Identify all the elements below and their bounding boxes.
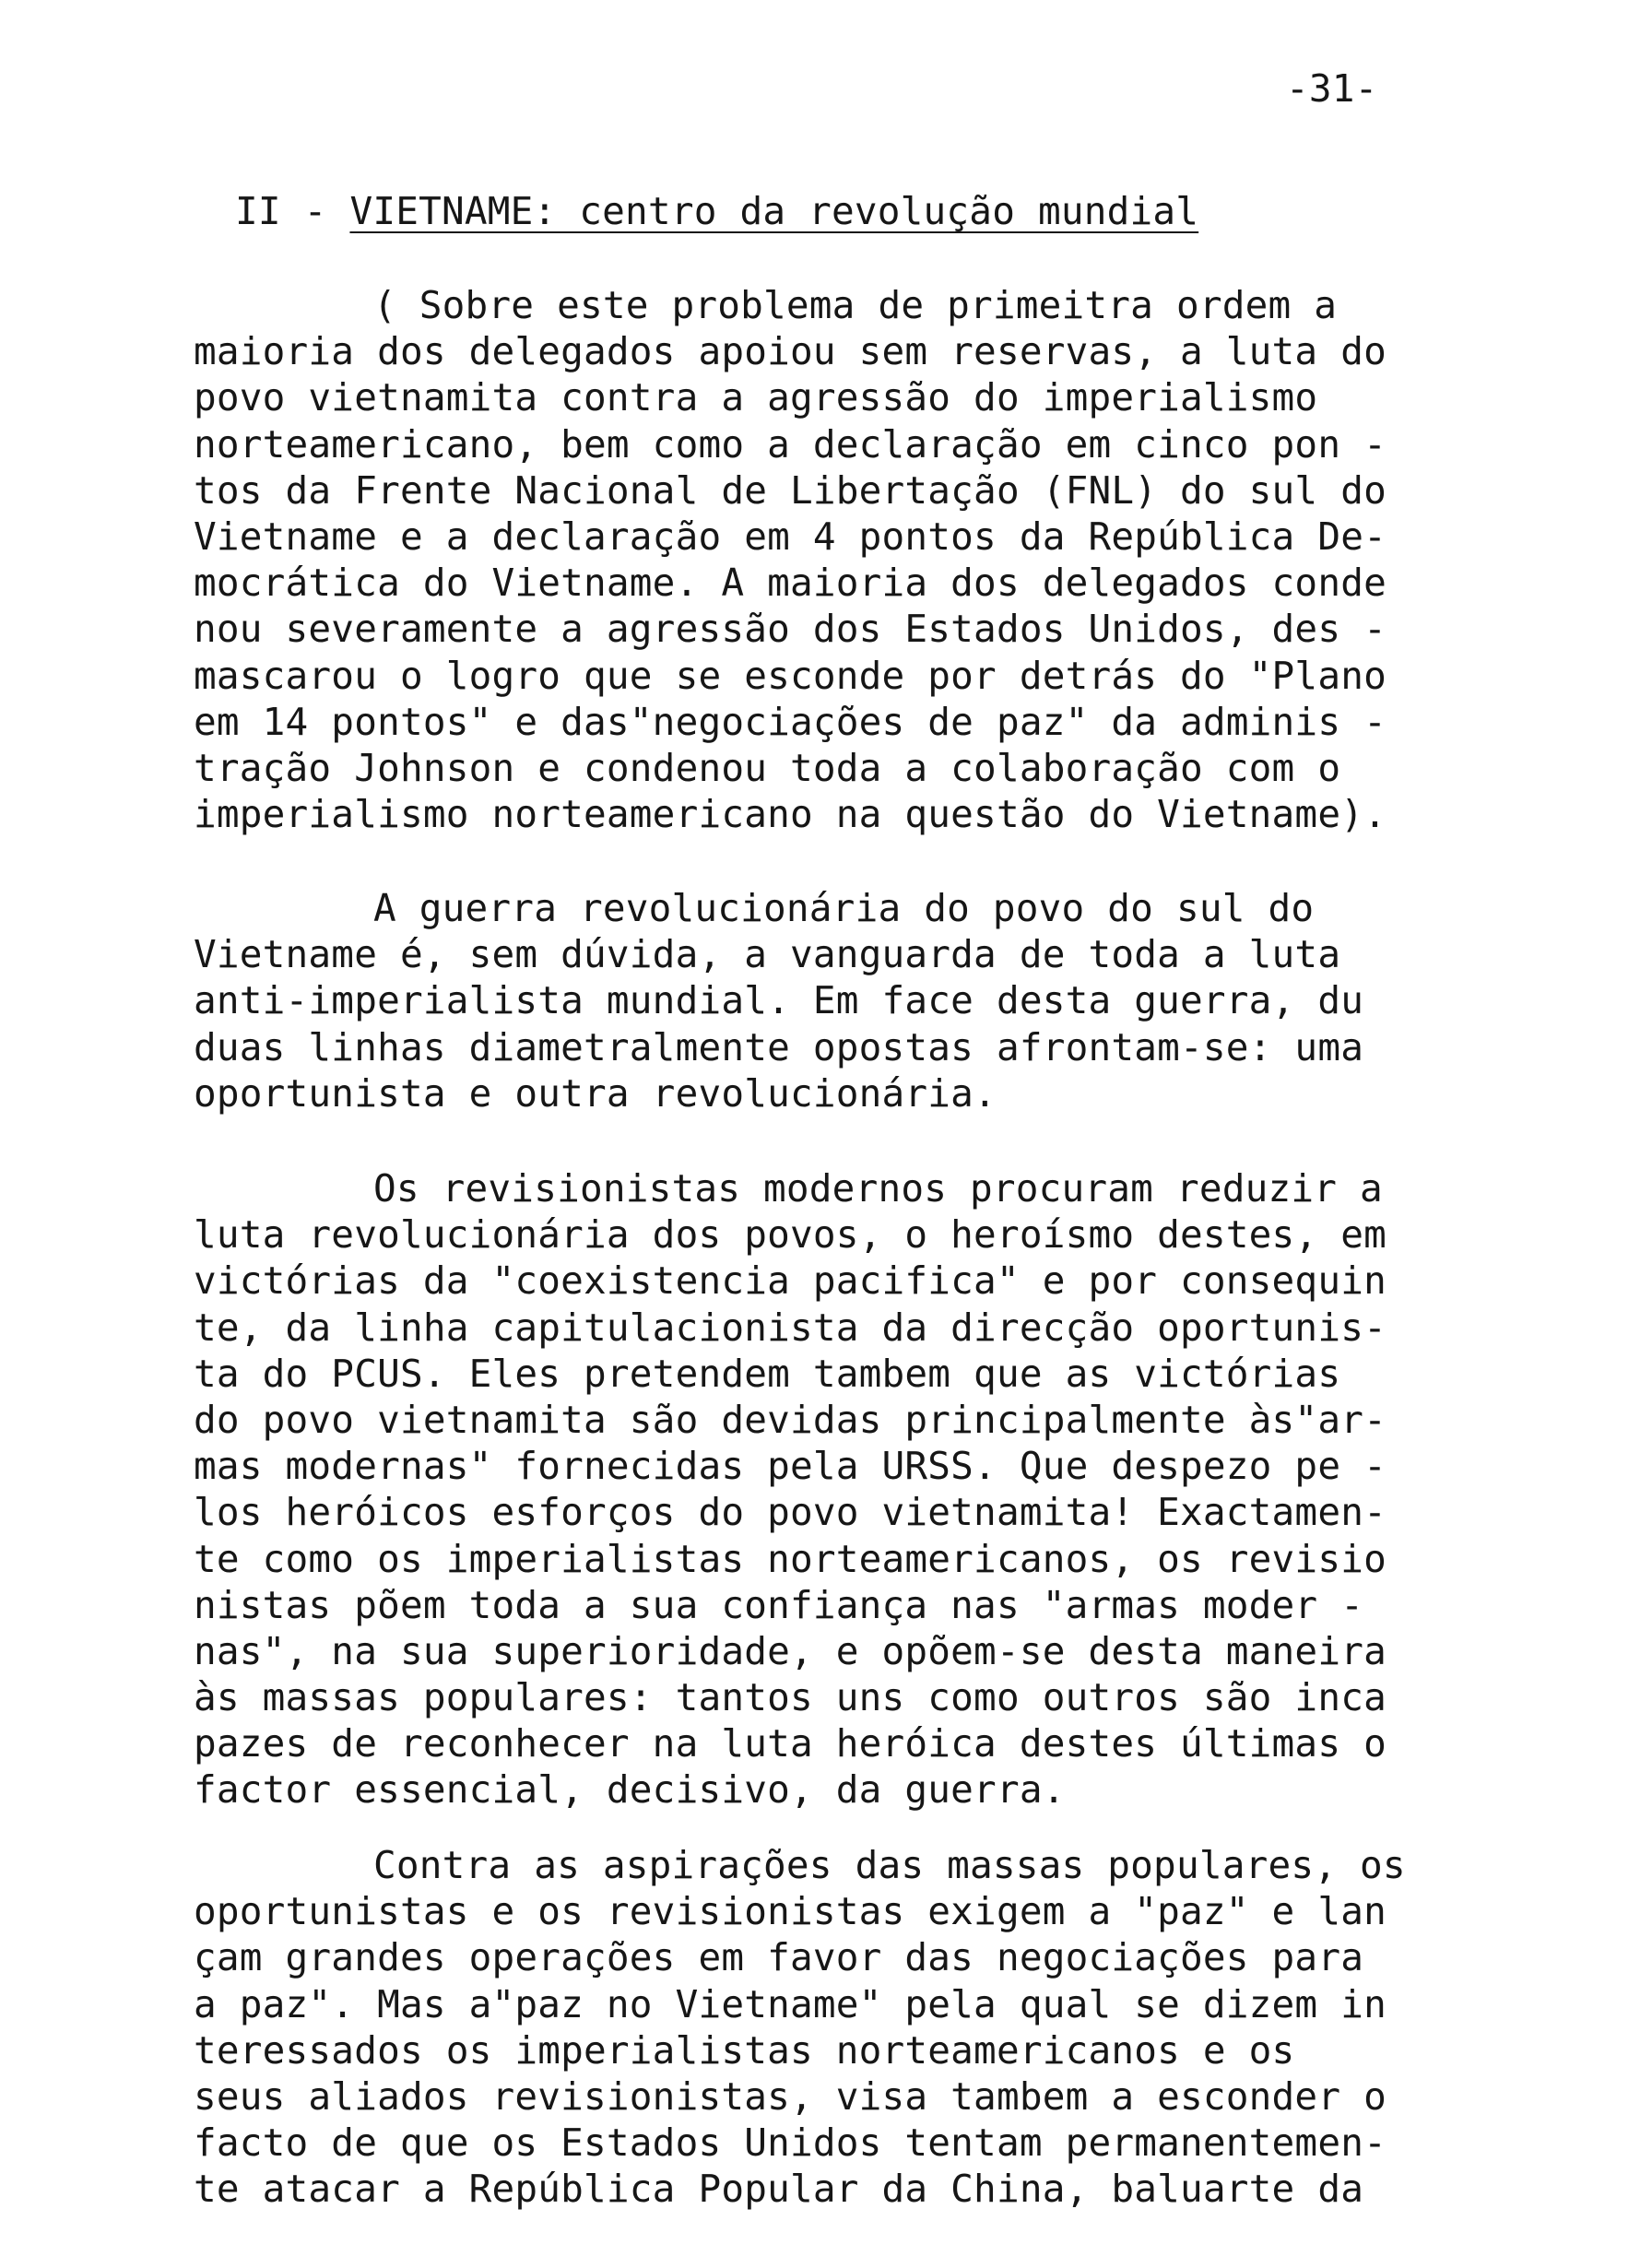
text-line: seus aliados revisionistas, visa tambem a esconder o — [194, 2073, 1386, 2119]
text-line: A guerra revolucionária do povo do sul do — [373, 886, 1315, 930]
paragraph-1 — [194, 282, 1386, 837]
paragraph-4 — [194, 1842, 1406, 2213]
text-line: çam grandes operações em favor das negociações para — [194, 1935, 1364, 1980]
text-line: Contra as aspirações das massas populares, os — [373, 1843, 1406, 1887]
text-line: Os revisionistas modernos procuram reduzir a — [373, 1166, 1383, 1211]
text-line: povo vietnamita contra a agressão do imperialismo — [194, 375, 1318, 420]
text-line: te como os imperialistas norteamericanos, os revisio — [194, 1536, 1386, 1581]
text-line: oportunistas e os revisionistas exigem a "paz" e lan — [194, 1889, 1386, 1934]
text-line: norteamericano, bem como a declaração em cinco pon - — [194, 421, 1386, 467]
text-line: maioria dos delegados apoiou sem reservas, a luta do — [194, 329, 1386, 374]
text-line: mocrática do Vietname. A maioria dos delegados conde — [194, 561, 1386, 606]
text-line: te, da linha capitulacionista da direcção oportunis- — [194, 1305, 1386, 1350]
text-line: do povo vietnamita são devidas principalmente às"ar- — [194, 1397, 1386, 1442]
text-line: nou severamente a agressão dos Estados Unidos, des - — [194, 607, 1386, 652]
text-line: teressados os imperialistas norteamericanos e os — [194, 2027, 1295, 2073]
text-line: às massas populares: tantos uns como outros são inca — [194, 1675, 1386, 1720]
text-line: Vietname é, sem dúvida, a vanguarda de toda a luta — [194, 932, 1341, 977]
text-line: em 14 pontos" e das"negociações de paz" da adminis - — [194, 699, 1386, 744]
text-line: anti-imperialista mundial. Em face desta guerra, du — [194, 978, 1364, 1023]
text-line: factor essencial, decisivo, da guerra. — [194, 1767, 1066, 1813]
text-line: pazes de reconhecer na luta heróica destes últimas o — [194, 1721, 1386, 1766]
text-line: duas linhas diametralmente opostas afrontam-se: uma — [194, 1024, 1364, 1069]
text-line: a paz". Mas a"paz no Vietname" pela qual se dizem in — [194, 1981, 1386, 2026]
section-number: II - — [235, 189, 327, 233]
text-line: ta do PCUS. Eles pretendem tambem que as victórias — [194, 1351, 1341, 1396]
text-line: mas modernas" fornecidas pela URSS. Que despezo pe - — [194, 1444, 1386, 1489]
text-line: oportunista e outra revolucionária. — [194, 1070, 997, 1116]
text-line: nas", na sua superioridade, e opõem-se desta maneira — [194, 1628, 1386, 1673]
text-line: nistas põem toda a sua confiança nas "armas moder - — [194, 1582, 1364, 1627]
paragraph-2 — [194, 885, 1363, 1116]
text-line: luta revolucionária dos povos, o heroísmo destes, em — [194, 1212, 1386, 1258]
text-line: ( Sobre este problema de primeitra ordem a — [373, 283, 1338, 327]
section-heading — [235, 189, 1198, 233]
text-line: facto de que os Estados Unidos tentam permanentemen- — [194, 2120, 1386, 2166]
text-line: tos da Frente Nacional de Libertação (FNL) do sul do — [194, 467, 1386, 513]
text-line: tração Johnson e condenou toda a colaboração com o — [194, 745, 1341, 790]
text-line: mascarou o logro que se esconde por detrás do "Plano — [194, 653, 1386, 698]
section-title: VIETNAME: centro da revolução mundial — [349, 189, 1199, 233]
text-line: imperialismo norteamericano na questão do Vietname). — [194, 792, 1386, 837]
paragraph-3 — [194, 1165, 1386, 1813]
text-line: Vietname e a declaração em 4 pontos da República De- — [194, 514, 1386, 559]
page-number: -31- — [1286, 66, 1378, 111]
text-line: te atacar a República Popular da China, baluarte da — [194, 2167, 1364, 2212]
text-line: victórias da "coexistencia pacifica" e por consequin — [194, 1258, 1386, 1304]
text-line: los heróicos esforços do povo vietnamita! Exactamen- — [194, 1490, 1386, 1535]
